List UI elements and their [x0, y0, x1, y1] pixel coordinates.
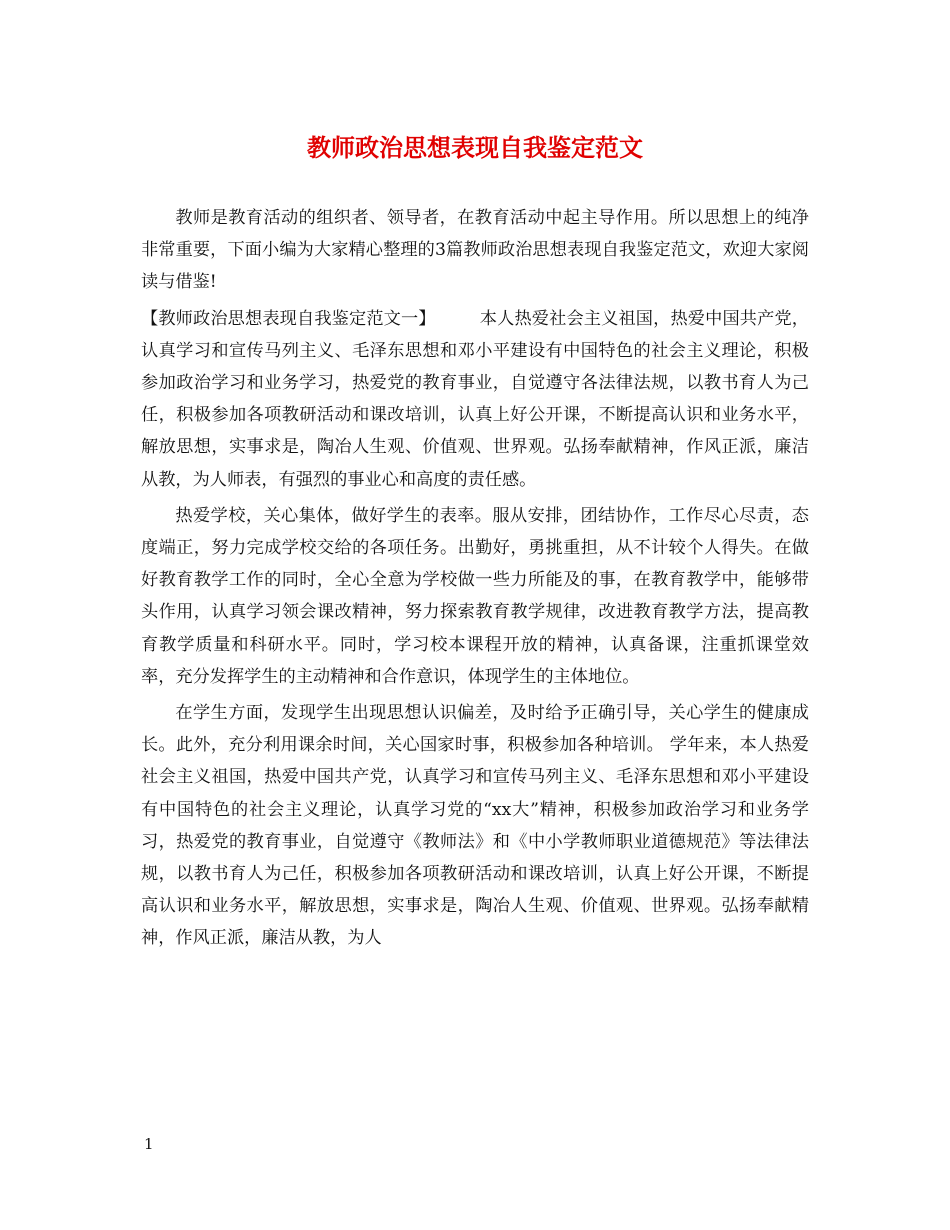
page-number: 1	[144, 1135, 154, 1153]
section-one-paragraph	[141, 303, 809, 496]
document-title: 教师政治思想表现自我鉴定范文	[307, 133, 643, 162]
paragraph-3: 在学生方面，发现学生出现思想认识偏差，及时给予正确引导，关心学生的健康成长。此外，充分利用课余时间，关心国家时事，积极参加各种培训。 学年来，本人热爱社会主义祖国，热爱中国共产党，认真学习和宣传马列主义、毛泽东思想和邓小平建设有中国特色的社会主义理论，认真学习党的“xx大”精神，积极参加政治学习和业务学习，热爱党的教育事业，自觉遵守《教师法》和《中小学教师职业道德规范》等法律法规，以教书育人为己任，积极参加各项教研活动和课改培训，认真上好公开课，不断提高认识和业务水平，解放思想，实事求是，陶冶人生观、价值观、世界观。弘扬奉献精神，作风正派，廉洁从教，为人	[141, 703, 809, 949]
intro-paragraph: 教师是教育活动的组织者、领导者，在教育活动中起主导作用。所以思想上的纯净非常重要，下面小编为大家精心整理的3篇教师政治思想表现自我鉴定范文，欢迎大家阅读与借鉴!	[141, 208, 809, 293]
document-body	[141, 202, 809, 959]
section-first-paragraph-text: 本人热爱社会主义祖国，热爱中国共产党，认真学习和宣传马列主义、毛泽东思想和邓小平建设有中国特色的社会主义理论，积极参加政治学习和业务学习，热爱党的教育事业，自觉遵守各法律法规，以教书育人为己任，积极参加各项教研活动和课改培训，认真上好公开课，不断提高认识和业务水平，解放思想，实事求是，陶冶人生观、价值观、世界观。弘扬奉献精神，作风正派，廉洁从教，为人师表，有强烈的事业心和高度的责任感。	[141, 308, 809, 490]
paragraph-2: 热爱学校，关心集体，做好学生的表率。服从安排，团结协作，工作尽心尽责，态度端正，努力完成学校交给的各项任务。出勤好，勇挑重担，从不计较个人得失。在做好教育教学工作的同时，全心全意为学校做一些力所能及的事，在教育教学中，能够带头作用，认真学习领会课改精神，努力探索教育教学规律，改进教育教学方法，提高教育教学质量和科研水平。同时，学习校本课程开放的精神，认真备课，注重抓课堂效率，充分发挥学生的主动精神和合作意识，体现学生的主体地位。	[141, 505, 809, 687]
section-heading: 【教师政治思想表现自我鉴定范文一】	[141, 308, 436, 329]
